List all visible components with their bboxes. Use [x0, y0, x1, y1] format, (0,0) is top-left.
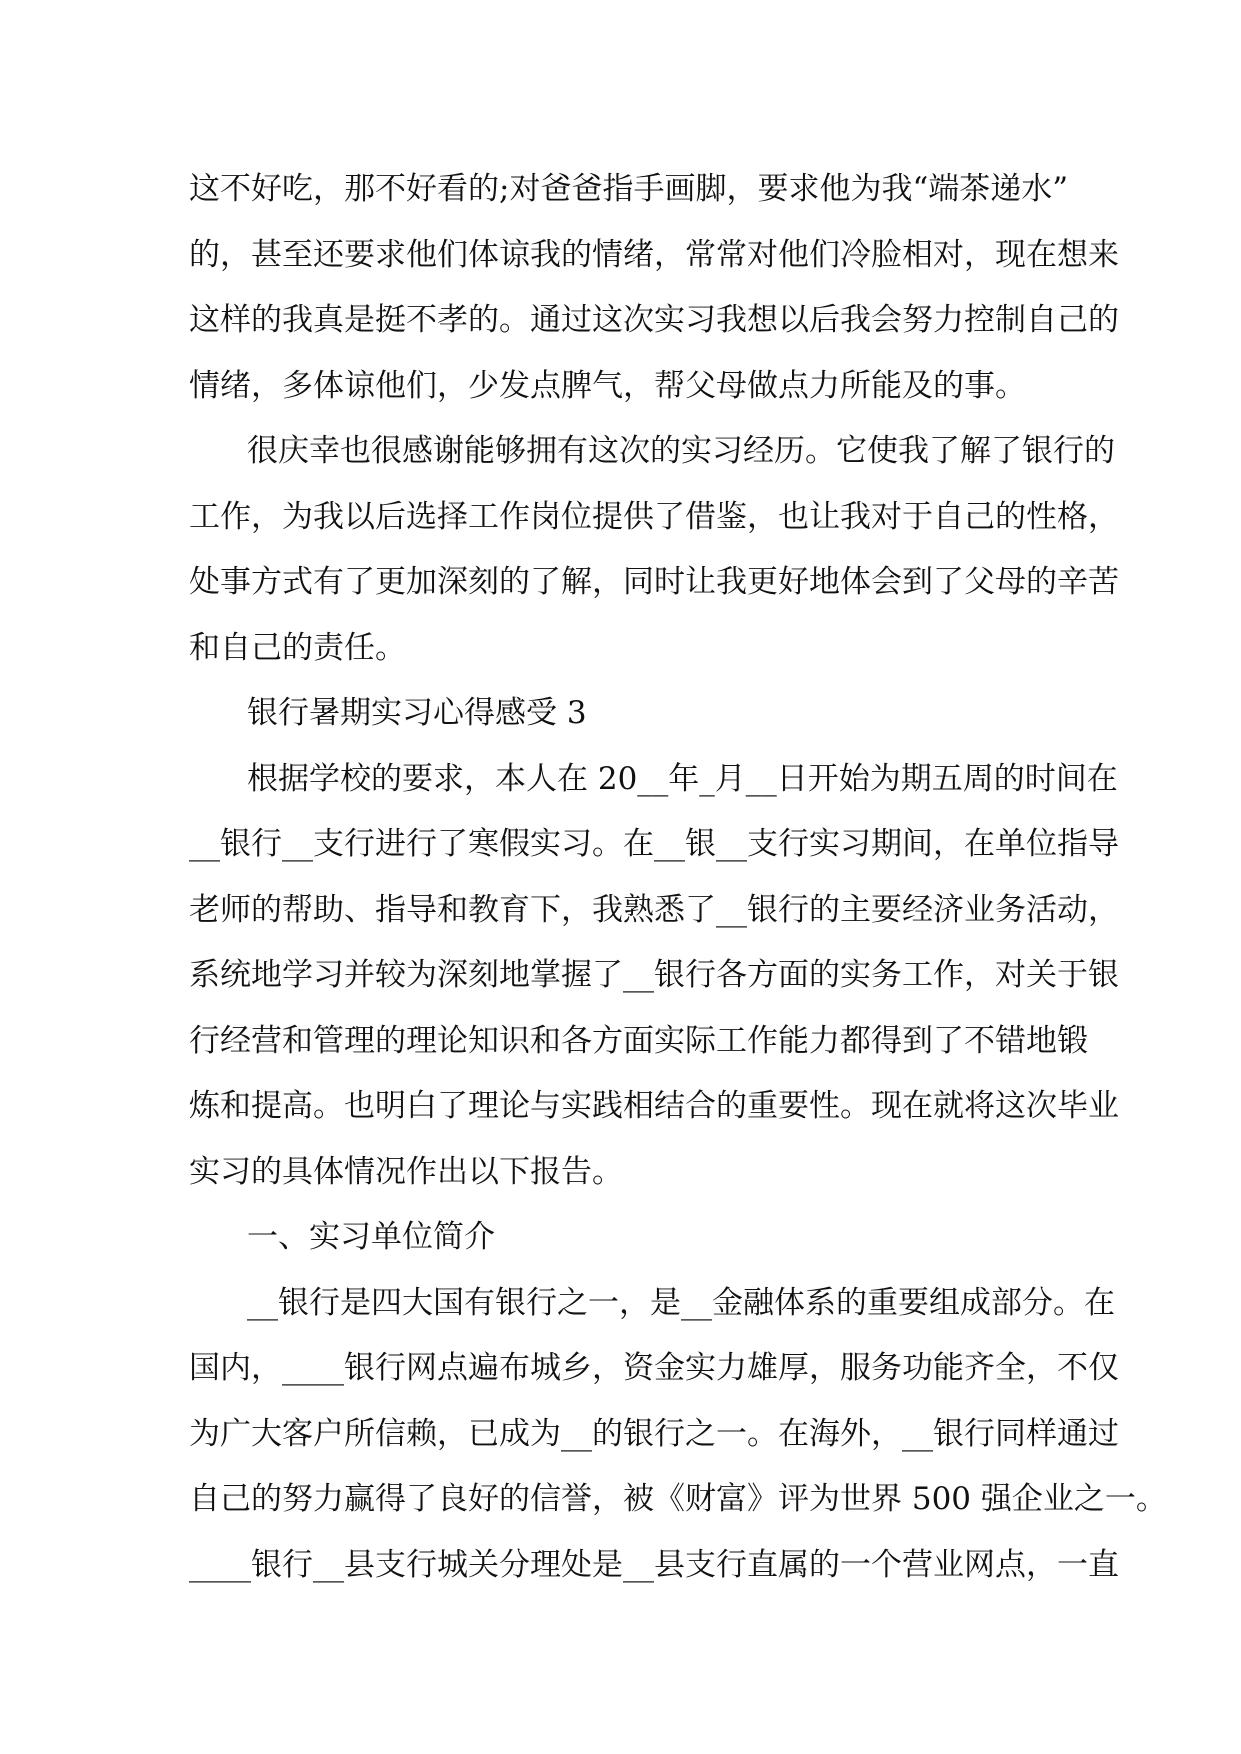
text-line: 实习的具体情况作出以下报告。 [189, 1153, 623, 1190]
text-line: 系统地学习并较为深刻地掌握了__银行各方面的实务工作，对关于银 [189, 957, 1119, 993]
text-line: 和自己的责任。 [189, 629, 406, 666]
text-line: 情绪，多体谅他们，少发点脾气，帮父母做点力所能及的事。 [189, 367, 1026, 404]
text-line: 根据学校的要求，本人在 20__年_月__日开始为期五周的时间在 [247, 760, 1118, 797]
text-line: 自己的努力赢得了良好的信誉，被《财富》评为世界 500 强企业之一。 [189, 1481, 1167, 1517]
document-body [189, 157, 1167, 1598]
text-line: 工作，为我以后选择工作岗位提供了借鉴，也让我对于自己的性格， [189, 498, 1119, 535]
text-line: 很庆幸也很感谢能够拥有这次的实习经历。它使我了解了银行的 [247, 433, 1115, 469]
text-line: 这不好吃，那不好看的;对爸爸指手画脚，要求他为我“端茶递水” [189, 171, 1069, 207]
text-line: 为广大客户所信赖，已成为__的银行之一。在海外，__银行同样通过 [189, 1415, 1119, 1452]
text-line: 国内，____银行网点遍布城乡，资金实力雄厚，服务功能齐全，不仅 [189, 1350, 1119, 1386]
text-line: 这样的我真是挺不孝的。通过这次实习我想以后我会努力控制自己的 [189, 302, 1119, 338]
text-line: 老师的帮助、指导和教育下，我熟悉了__银行的主要经济业务活动， [189, 891, 1119, 928]
text-line: __银行__支行进行了寒假实习。在__银__支行实习期间，在单位指导 [189, 826, 1119, 862]
text-line: 处事方式有了更加深刻的了解，同时让我更好地体会到了父母的辛苦 [189, 564, 1119, 600]
text-line: 炼和提高。也明白了理论与实践相结合的重要性。现在就将这次毕业 [189, 1088, 1119, 1124]
subsection-heading: 一、实习单位简介 [247, 1219, 495, 1255]
text-line: 的，甚至还要求他们体谅我的情绪，常常对他们冷脸相对，现在想来 [189, 236, 1119, 273]
text-line: 行经营和管理的理论知识和各方面实际工作能力都得到了不错地锻 [189, 1022, 1088, 1059]
section-heading: 银行暑期实习心得感受 3 [247, 695, 587, 731]
text-line: __银行是四大国有银行之一，是__金融体系的重要组成部分。在 [247, 1284, 1115, 1321]
text-line: ____银行__县支行城关分理处是__县支行直属的一个营业网点，一直 [189, 1546, 1119, 1583]
